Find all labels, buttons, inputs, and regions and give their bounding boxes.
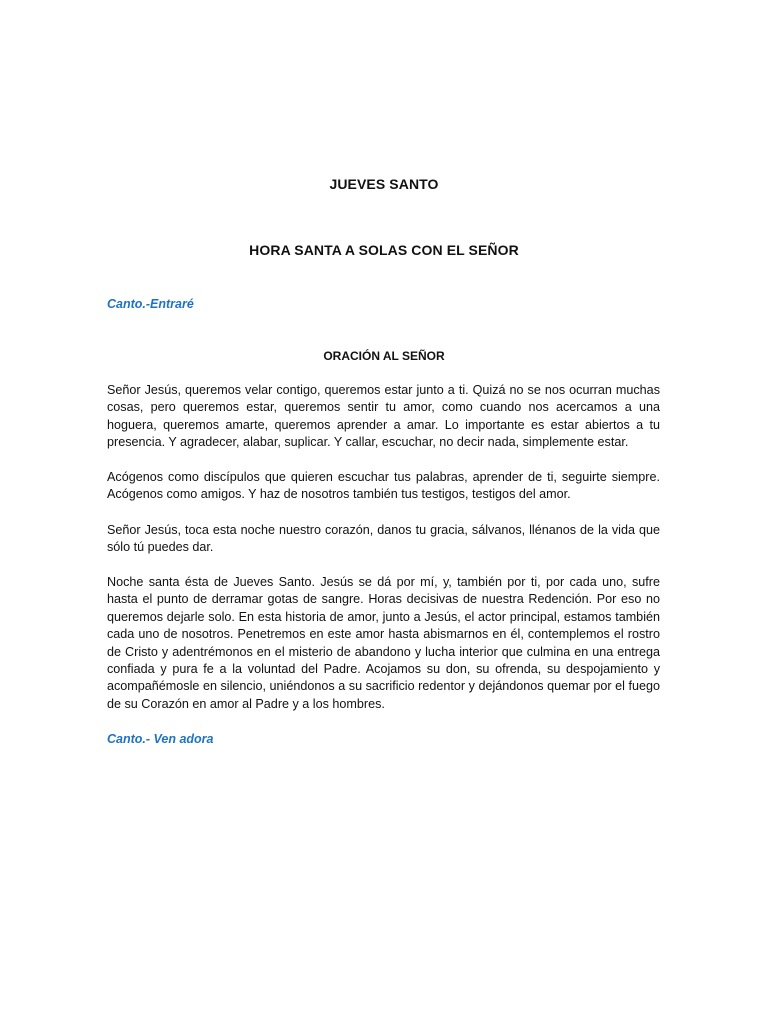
paragraph-1: Señor Jesús, queremos velar contigo, queremos estar junto a ti. Quizá no se nos ocurran muchas cosas, pero queremos estar, queremos sentir tu amor, como cuando nos acercamos a una hoguera, queremos amarte, queremos aprender a amar. Lo importante es estar abiertos a tu presencia. Y agradecer, alabar, suplicar. Y callar, escuchar, no decir nada, simplemente estar. [107, 383, 660, 450]
paragraph-4: Noche santa ésta de Jueves Santo. Jesús se dá por mí, y, también por ti, por cada uno, sufre hasta el punto de derramar gotas de sangre. Horas decisivas de nuestra Redención. Por eso no queremos dejarle solo. En esta historia de amor, junto a Jesús, el actor principal, estamos también cada uno de nosotros. Penetremos en este amor hasta abismarnos en él, contemplemos el rostro de Cristo y adentrémonos en el misterio de abandono y lucha interior que culmina en una entrega confiada y pura fe a la voluntad del Padre. Acojamos su don, su ofrenda, su despojamiento y acompañémosle en silencio, uniéndonos a su sacrificio redentor y dejándonos quemar por el fuego de su Corazón en amor al Padre y a los hombres. [107, 575, 660, 711]
paragraph-2: Acógenos como discípulos que quieren escuchar tus palabras, aprender de ti, seguirte siempre. Acógenos como amigos. Y haz de nosotros también tus testigos, testigos del amor. [107, 470, 660, 502]
page-subtitle: HORA SANTA A SOLAS CON EL SEÑOR [249, 242, 519, 258]
canto-ven-adora: Canto.- Ven adora [107, 732, 214, 746]
section-heading-oracion: ORACIÓN AL SEÑOR [323, 349, 445, 363]
canto-entrare: Canto.-Entraré [107, 297, 194, 311]
page-title: JUEVES SANTO [329, 176, 439, 192]
paragraph-3: Señor Jesús, toca esta noche nuestro corazón, danos tu gracia, sálvanos, llénanos de la vida que sólo tú puedes dar. [107, 523, 660, 555]
